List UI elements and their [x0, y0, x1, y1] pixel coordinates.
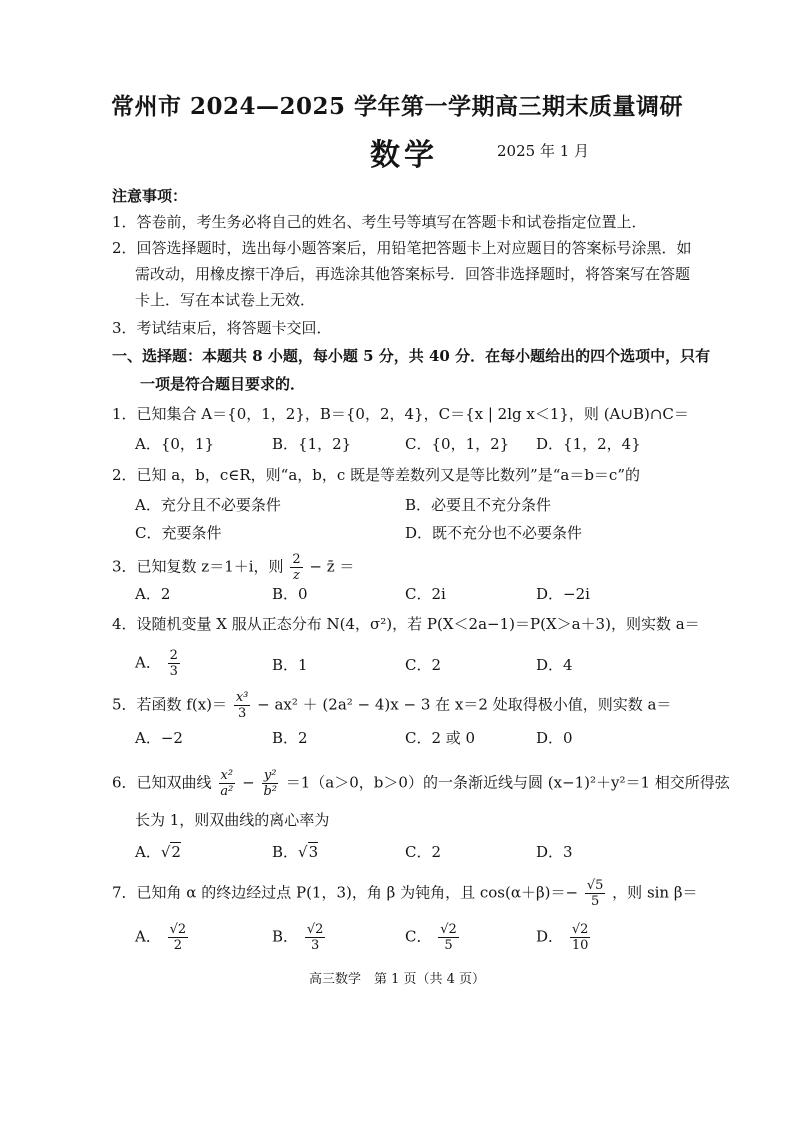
q2-option-d: D．既不充分也不必要条件 — [405, 524, 583, 542]
q6-f2-den: b² — [263, 784, 277, 799]
question-6-stem — [112, 768, 730, 799]
q7-fraction — [585, 878, 606, 909]
q6-fraction-y — [261, 768, 279, 799]
q6-stem-post: ＝1（a＞0，b＞0）的一条渐近线与圆 (x−1)²＋y²＝1 相交所得弦 — [285, 773, 730, 792]
q3-stem-pre: 3．已知复数 z＝1＋i，则 — [112, 557, 284, 576]
q7-a-den: 2 — [173, 938, 183, 953]
q1-option-b: B．{1，2} — [272, 435, 352, 453]
q6-a-radical: √ — [160, 843, 171, 861]
note-item-1: 1．答卷前，考生务必将自己的姓名、考生号等填写在答题卡和试卷指定位置上． — [112, 213, 647, 231]
q3-option-b: B．0 — [272, 585, 308, 603]
q7-stem-post: ，则 sin β＝ — [612, 883, 698, 902]
q7-d-label: D． — [536, 927, 564, 946]
question-2-stem: 2．已知 a，b，c∈R，则“a，b，c 既是等差数列又是等比数列”是“a＝b＝c”的 — [112, 466, 640, 484]
q4-a-num: 2 — [169, 648, 178, 663]
q6-a-label: A． — [135, 843, 161, 861]
q1-option-d: D．{1，2，4} — [536, 435, 641, 453]
q5-option-d: D．0 — [536, 729, 573, 747]
q5-option-c: C．2 或 0 — [405, 729, 476, 747]
q6-option-b — [272, 842, 318, 862]
q2-option-b: B．必要且不充分条件 — [405, 496, 552, 514]
q6-option-d: D．3 — [536, 843, 573, 861]
q7-c-fraction — [438, 922, 459, 953]
q5-stem-pre: 5．若函数 f(x)＝ — [112, 695, 228, 714]
q5-frac-num: x³ — [235, 690, 249, 705]
subject-title: 数学 — [370, 138, 438, 173]
question-5-stem — [112, 690, 671, 721]
q4-option-a — [135, 648, 182, 679]
q1-option-c: C．{0，1，2} — [405, 435, 510, 453]
q6-f1-num: x² — [220, 768, 234, 783]
q6-option-c: C．2 — [405, 843, 442, 861]
q7-option-b — [272, 922, 327, 953]
q2-option-c: C．充要条件 — [135, 524, 222, 542]
exam-date: 2025 年 1 月 — [497, 142, 590, 160]
q6-minus: − — [242, 773, 255, 792]
notes-heading: 注意事项： — [112, 187, 188, 205]
q7-option-c — [405, 922, 461, 953]
q6-f2-num: y² — [263, 768, 277, 783]
section-heading: 一、选择题：本题共 8 小题，每小题 5 分，共 40 分．在每小题给出的四个选项中，只有 — [112, 347, 711, 365]
q3-fraction — [290, 552, 302, 583]
q6-fraction-x — [218, 768, 235, 799]
exam-title: 常州市 2024—2025 学年第一学期高三期末质量调研 — [110, 93, 684, 120]
q7-b-num: √2 — [306, 922, 324, 937]
q6-b-radicand: 3 — [308, 843, 319, 861]
q5-fraction — [234, 690, 251, 721]
q6-a-radicand: 2 — [171, 843, 181, 861]
q7-a-fraction — [168, 922, 189, 953]
q7-option-d — [536, 922, 592, 953]
question-6-stem-cont: 长为 1，则双曲线的离心率为 — [135, 811, 330, 829]
q5-option-a: A．−2 — [135, 729, 183, 747]
page-footer: 高三数学 第 1 页（共 4 页） — [308, 972, 486, 987]
q7-b-fraction — [305, 922, 326, 953]
q7-frac-den: 5 — [590, 894, 600, 909]
q4-a-den: 3 — [169, 664, 178, 679]
note-item-2-cont: 需改动，用橡皮擦干净后，再选涂其他答案标号．回答非选择题时，将答案写在答题 — [135, 265, 691, 283]
q3-frac-den: z — [293, 568, 300, 583]
q5-frac-den: 3 — [237, 706, 247, 721]
note-item-2: 2．回答选择题时，选出每小题答案后，用铅笔把答题卡上对应题目的答案标号涂黑．如 — [112, 239, 692, 257]
question-4-stem: 4．设随机变量 X 服从正态分布 N(4，σ²)，若 P(X＜2a−1)＝P(X＞a＋3)，则实数 a＝ — [112, 615, 700, 633]
q7-d-den: 10 — [571, 938, 589, 953]
note-item-3: 3．考试结束后，将答题卡交回． — [112, 319, 332, 337]
q4-option-c: C．2 — [405, 656, 442, 674]
q7-b-den: 3 — [310, 938, 320, 953]
q7-c-den: 5 — [444, 938, 453, 953]
q7-a-label: A． — [135, 927, 161, 946]
q7-option-a — [135, 922, 190, 953]
q7-c-num: √2 — [440, 922, 457, 937]
q5-option-b: B．2 — [272, 729, 308, 747]
q7-d-fraction — [570, 922, 591, 953]
q1-option-a: A．{0，1} — [135, 435, 215, 453]
q4-option-b: B．1 — [272, 656, 308, 674]
question-1-stem: 1．已知集合 A＝{0，1，2}，B＝{0，2，4}，C＝{x | 2lg x＜1}，则 (A∪B)∩C＝ — [112, 405, 689, 423]
q3-stem-post: − z̄ ＝ — [309, 557, 355, 576]
q7-frac-num: √5 — [586, 878, 604, 893]
q4-option-d: D．4 — [536, 656, 573, 674]
q7-stem-pre: 7．已知角 α 的终边经过点 P(1，3)，角 β 为钝角，且 cos(α＋β)＝− — [112, 883, 579, 902]
section-heading-cont: 一项是符合题目要求的． — [140, 375, 306, 393]
q7-c-label: C． — [405, 927, 432, 946]
q3-option-a: A．2 — [135, 585, 171, 603]
q6-option-a — [135, 842, 181, 862]
q6-stem-pre: 6．已知双曲线 — [112, 773, 212, 792]
q3-option-d: D．−2i — [536, 585, 590, 603]
q4-a-label: A． — [135, 653, 161, 672]
q3-option-c: C．2i — [405, 585, 446, 603]
q2-option-a: A．充分且不必要条件 — [135, 496, 281, 514]
note-item-2-end: 卡上．写在本试卷上无效． — [135, 291, 316, 309]
question-3-stem — [112, 552, 354, 583]
q6-b-label: B． — [272, 843, 299, 861]
q7-d-num: √2 — [571, 922, 589, 937]
q7-b-label: B． — [272, 927, 299, 946]
q6-f1-den: a² — [220, 784, 234, 799]
q3-frac-num: 2 — [292, 552, 301, 567]
q6-b-radical: √ — [298, 843, 308, 861]
q5-stem-post: − ax² ＋ (2a² − 4)x − 3 在 x＝2 处取得极小值，则实数 a＝ — [257, 695, 672, 714]
question-7-stem — [112, 878, 698, 909]
q4-a-fraction — [168, 648, 180, 679]
q7-a-num: √2 — [169, 922, 187, 937]
